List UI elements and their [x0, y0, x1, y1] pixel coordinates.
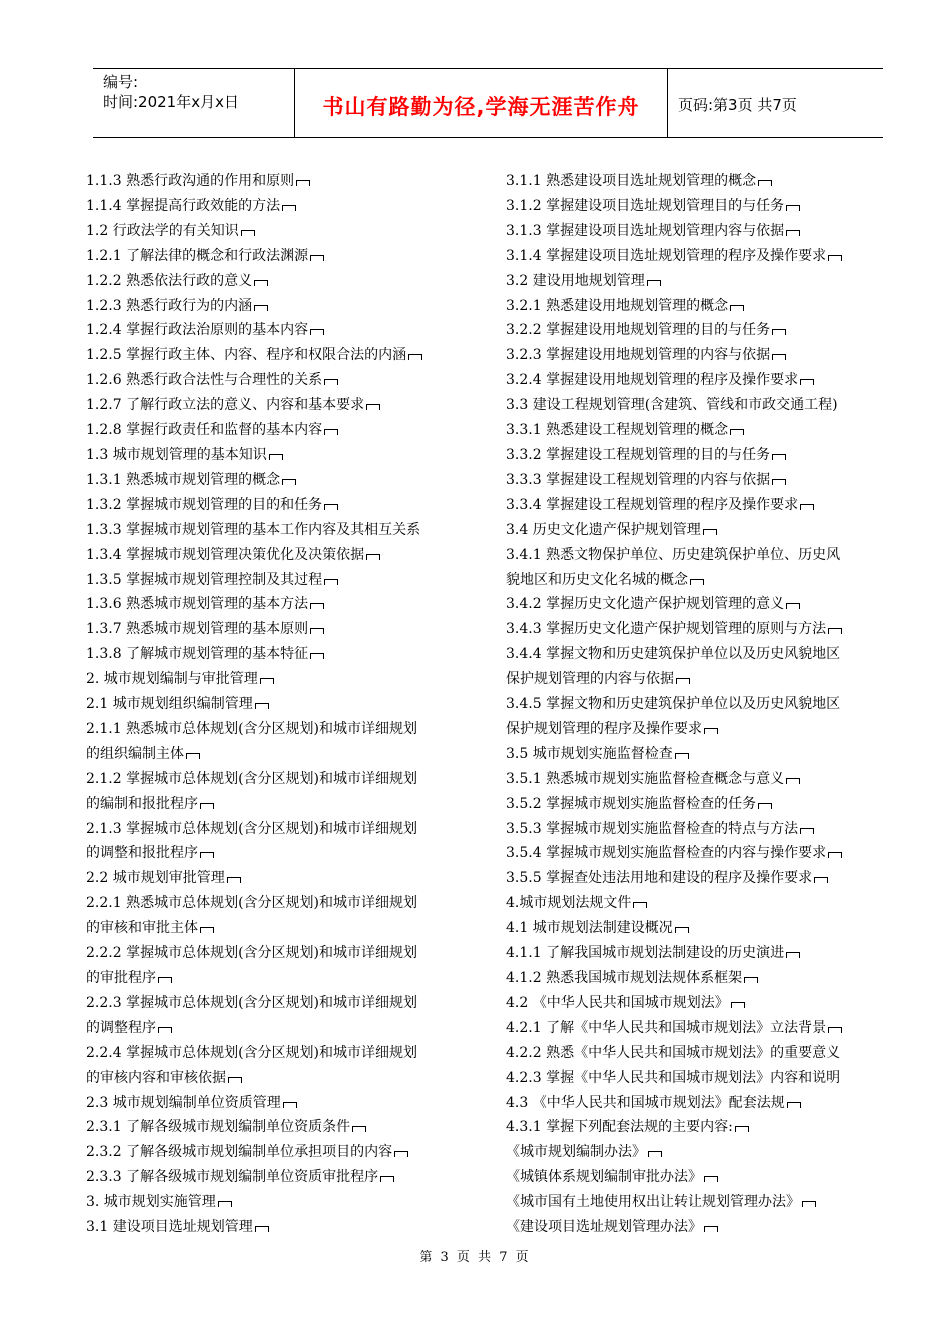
outline-line-text: 1.3.7 熟悉城市规划管理的基本原则 [86, 621, 309, 638]
outline-line [506, 642, 896, 667]
outline-line [506, 393, 896, 418]
outline-line [86, 966, 478, 991]
outline-line [86, 941, 478, 966]
paragraph-mark-icon [269, 454, 283, 460]
outline-line [506, 742, 896, 767]
outline-line [506, 891, 896, 916]
outline-line [506, 817, 896, 842]
outline-line-text: 4.3 《中华人民共和国城市规划法》配套法规 [506, 1094, 785, 1111]
outline-line [86, 692, 478, 717]
outline-line-text: 2.3 城市规划编制单位资质管理 [86, 1094, 281, 1111]
outline-line-text: 3.4.1 熟悉文物保护单位、历史建筑保护单位、历史风 [506, 546, 841, 563]
outline-line [506, 1041, 896, 1066]
outline-line [506, 1016, 896, 1041]
outline-line [86, 916, 478, 941]
outline-line-text: 3.5.3 掌握城市规划实施监督检查的特点与方法 [506, 820, 799, 837]
outline-line-text: 2.1.2 掌握城市总体规划(含分区规划)和城市详细规划 [86, 770, 417, 787]
outline-line [506, 318, 896, 343]
outline-line-text: 1.2 行政法学的有关知识 [86, 222, 239, 239]
outline-line [86, 717, 478, 742]
paragraph-mark-icon [730, 429, 744, 435]
paragraph-mark-icon [675, 927, 689, 933]
outline-line-text: 3.4.3 掌握历史文化遗产保护规划管理的原则与方法 [506, 621, 827, 638]
outline-line [506, 692, 896, 717]
outline-line-text: 的审批程序 [86, 970, 156, 986]
paragraph-mark-icon [324, 504, 338, 510]
outline-line [86, 443, 478, 468]
outline-line [506, 219, 896, 244]
paragraph-mark-icon [282, 205, 296, 211]
outline-line [506, 991, 896, 1016]
outline-line-text: 1.2.4 掌握行政法治原则的基本内容 [86, 322, 309, 339]
paragraph-mark-icon [648, 1151, 662, 1157]
document-number-label: 编号: [103, 73, 139, 91]
outline-line-text: 的调整和报批程序 [86, 845, 198, 862]
paragraph-mark-icon [772, 479, 786, 485]
outline-line-text: 1.2.3 熟悉行政行为的内涵 [86, 297, 253, 314]
outline-line [86, 169, 478, 194]
paragraph-mark-icon [758, 180, 772, 186]
paragraph-mark-icon [786, 230, 800, 236]
paragraph-mark-icon [828, 1027, 842, 1033]
paragraph-mark-icon [324, 379, 338, 385]
outline-line-text: 1.2.6 熟悉行政合法性与合理性的关系 [86, 372, 323, 389]
outline-line [506, 368, 896, 393]
outline-line-text: 1.2.7 了解行政立法的意义、内容和基本要求 [86, 397, 365, 414]
outline-line [506, 841, 896, 866]
outline-line [86, 1140, 478, 1165]
paragraph-mark-icon [772, 354, 786, 360]
paragraph-mark-icon [704, 1226, 718, 1232]
outline-line-text: 《城市国有土地使用权出让转让规划管理办法》 [506, 1194, 800, 1211]
outline-line [86, 269, 478, 294]
paragraph-mark-icon [260, 678, 274, 684]
outline-line [86, 891, 478, 916]
outline-line-text: 2. 城市规划编制与审批管理 [86, 671, 258, 688]
outline-line-text: 3.3 建设工程规划管理(含建筑、管线和市政交通工程) [506, 397, 838, 414]
outline-line [86, 642, 478, 667]
paragraph-mark-icon [800, 504, 814, 510]
paragraph-mark-icon [241, 230, 255, 236]
outline-line-text: 3.2.2 掌握建设用地规划管理的目的与任务 [506, 322, 771, 339]
page-header [93, 68, 883, 138]
document-time: 时间:2021年x月x日 [103, 93, 239, 111]
outline-line-text: 保护规划管理的程序及操作要求 [506, 720, 702, 737]
outline-line-text: 2.3.2 了解各级城市规划编制单位承担项目的内容 [86, 1144, 393, 1161]
outline-line-text: 3.1.2 掌握建设项目选址规划管理目的与任务 [506, 197, 785, 214]
outline-line-text: 1.1.4 掌握提高行政效能的方法 [86, 197, 281, 214]
outline-line [506, 269, 896, 294]
outline-right-column [506, 169, 896, 1240]
outline-line [86, 1066, 478, 1091]
outline-line-text: 3.2.3 掌握建设用地规划管理的内容与依据 [506, 347, 771, 364]
paragraph-mark-icon [647, 280, 661, 286]
outline-line-text: 3.2.4 掌握建设用地规划管理的程序及操作要求 [506, 372, 799, 389]
paragraph-mark-icon [200, 852, 214, 858]
outline-line [86, 667, 478, 692]
outline-line [506, 767, 896, 792]
paragraph-mark-icon [408, 354, 422, 360]
paragraph-mark-icon [675, 753, 689, 759]
outline-line [506, 592, 896, 617]
outline-line [506, 169, 896, 194]
outline-line-text: 2.2.3 掌握城市总体规划(含分区规划)和城市详细规划 [86, 994, 417, 1011]
outline-line [86, 1115, 478, 1140]
outline-line [86, 1041, 478, 1066]
paragraph-mark-icon [186, 753, 200, 759]
paragraph-mark-icon [787, 1102, 801, 1108]
outline-line [86, 468, 478, 493]
outline-line-text: 1.3.8 了解城市规划管理的基本特征 [86, 646, 309, 663]
outline-line-text: 3.1 建设项目选址规划管理 [86, 1219, 253, 1236]
outline-line-text: 3.4.4 掌握文物和历史建筑保护单位以及历史风貌地区 [506, 646, 841, 663]
outline-line [86, 817, 478, 842]
outline-line-text: 3.5.1 熟悉城市规划实施监督检查概念与意义 [506, 770, 785, 787]
outline-line-text: 《城市规划编制办法》 [506, 1144, 646, 1161]
paragraph-mark-icon [200, 803, 214, 809]
outline-line-text: 3.5 城市规划实施监督检查 [506, 745, 673, 762]
paragraph-mark-icon [676, 678, 690, 684]
paragraph-mark-icon [800, 828, 814, 834]
outline-line-text: 1.3.3 掌握城市规划管理的基本工作内容及其相互关系 [86, 521, 421, 538]
outline-line-text: 3.2.1 熟悉建设用地规划管理的概念 [506, 297, 729, 314]
outline-line [506, 244, 896, 269]
header-motto: 书山有路勤为径,学海无涯苦作舟 [322, 95, 640, 119]
header-motto-cell [295, 69, 668, 137]
paragraph-mark-icon [218, 1201, 232, 1207]
paragraph-mark-icon [228, 1077, 242, 1083]
paragraph-mark-icon [380, 1176, 394, 1182]
outline-line [86, 493, 478, 518]
paragraph-mark-icon [731, 1002, 745, 1008]
outline-line-text: 1.3.1 熟悉城市规划管理的概念 [86, 471, 281, 488]
outline-line-text: 1.2.5 掌握行政主体、内容、程序和权限合法的内涵 [86, 347, 407, 364]
outline-line-text: 3.3.2 掌握建设工程规划管理的目的与任务 [506, 446, 771, 463]
outline-line-text: 1.3 城市规划管理的基本知识 [86, 446, 267, 463]
paragraph-mark-icon [814, 877, 828, 883]
outline-line [86, 617, 478, 642]
outline-line-text: 1.2.8 掌握行政责任和监督的基本内容 [86, 422, 323, 439]
outline-line [86, 318, 478, 343]
paragraph-mark-icon [786, 952, 800, 958]
outline-line-text: 的编制和报批程序 [86, 795, 198, 812]
outline-line [506, 343, 896, 368]
outline-line-text: 1.2.2 熟悉依法行政的意义 [86, 272, 253, 289]
paragraph-mark-icon [786, 778, 800, 784]
outline-line [506, 941, 896, 966]
outline-line [506, 717, 896, 742]
paragraph-mark-icon [366, 404, 380, 410]
outline-line-text: 3. 城市规划实施管理 [86, 1194, 216, 1211]
outline-line-text: 的审核和审批主体 [86, 920, 198, 937]
outline-line [86, 343, 478, 368]
outline-line-text: 2.2.4 掌握城市总体规划(含分区规划)和城市详细规划 [86, 1044, 417, 1061]
outline-line-text: 1.3.6 熟悉城市规划管理的基本方法 [86, 596, 309, 613]
outline-line [86, 194, 478, 219]
paragraph-mark-icon [730, 305, 744, 311]
outline-line [86, 1215, 478, 1240]
outline-line-text: 2.2 城市规划审批管理 [86, 870, 225, 887]
outline-line-text: 貌地区和历史文化名城的概念 [506, 571, 688, 588]
paragraph-mark-icon [744, 977, 758, 983]
paragraph-mark-icon [282, 479, 296, 485]
outline-line-text: 的组织编制主体 [86, 745, 184, 762]
outline-line-text: 3.3.3 掌握建设工程规划管理的内容与依据 [506, 471, 771, 488]
paragraph-mark-icon [394, 1151, 408, 1157]
outline-line-text: 3.4.2 掌握历史文化遗产保护规划管理的意义 [506, 596, 785, 613]
paragraph-mark-icon [255, 703, 269, 709]
outline-line-text: 4.2.2 熟悉《中华人民共和国城市规划法》的重要意义 [506, 1044, 841, 1061]
outline-line-text: 3.4 历史文化遗产保护规划管理 [506, 521, 701, 538]
outline-line [86, 244, 478, 269]
outline-line [86, 219, 478, 244]
outline-line-text: 4.2.3 掌握《中华人民共和国城市规划法》内容和说明 [506, 1069, 841, 1086]
outline-line [86, 294, 478, 319]
paragraph-mark-icon [802, 1201, 816, 1207]
outline-line [86, 1091, 478, 1116]
outline-line-text: 1.3.4 掌握城市规划管理决策优化及决策依据 [86, 546, 365, 563]
outline-line [86, 368, 478, 393]
outline-line [506, 1091, 896, 1116]
paragraph-mark-icon [200, 927, 214, 933]
paragraph-mark-icon [772, 454, 786, 460]
outline-line-text: 2.3.3 了解各级城市规划编制单位资质审批程序 [86, 1169, 379, 1186]
outline-line [506, 468, 896, 493]
outline-line-text: 1.3.5 掌握城市规划管理控制及其过程 [86, 571, 323, 588]
paragraph-mark-icon [772, 329, 786, 335]
outline-line-text: 保护规划管理的内容与依据 [506, 671, 674, 688]
outline-line-text: 4.2.1 了解《中华人民共和国城市规划法》立法背景 [506, 1019, 827, 1036]
paragraph-mark-icon [366, 554, 380, 560]
paragraph-mark-icon [758, 803, 772, 809]
outline-line-text: 的审核内容和审核依据 [86, 1069, 226, 1086]
outline-line [506, 1140, 896, 1165]
outline-line [506, 294, 896, 319]
paragraph-mark-icon [310, 628, 324, 634]
header-page-code: 页码:第3页 共7页 [678, 96, 797, 114]
paragraph-mark-icon [296, 180, 310, 186]
outline-line [506, 493, 896, 518]
paragraph-mark-icon [704, 1176, 718, 1182]
outline-line [506, 518, 896, 543]
paragraph-mark-icon [324, 429, 338, 435]
paragraph-mark-icon [704, 728, 718, 734]
outline-line [86, 841, 478, 866]
paragraph-mark-icon [227, 877, 241, 883]
outline-line-text: 1.3.2 掌握城市规划管理的目的和任务 [86, 496, 323, 513]
outline-line-text: 3.2 建设用地规划管理 [506, 272, 645, 289]
outline-line [506, 916, 896, 941]
outline-line [506, 866, 896, 891]
outline-line [506, 194, 896, 219]
outline-left-column [86, 169, 478, 1240]
outline-line [506, 1165, 896, 1190]
paragraph-mark-icon [254, 305, 268, 311]
outline-line-text: 3.3.4 掌握建设工程规划管理的程序及操作要求 [506, 496, 799, 513]
outline-line [86, 393, 478, 418]
paragraph-mark-icon [310, 329, 324, 335]
outline-line-text: 3.5.4 掌握城市规划实施监督检查的内容与操作要求 [506, 845, 827, 862]
outline-line-text: 3.1.3 掌握建设项目选址规划管理内容与依据 [506, 222, 785, 239]
outline-line-text: 的调整程序 [86, 1019, 156, 1036]
paragraph-mark-icon [310, 255, 324, 261]
paragraph-mark-icon [324, 579, 338, 585]
outline-line [506, 568, 896, 593]
outline-line-text: 《城镇体系规划编制审批办法》 [506, 1169, 702, 1186]
outline-line [86, 1165, 478, 1190]
outline-line-text: 3.4.5 掌握文物和历史建筑保护单位以及历史风貌地区 [506, 696, 841, 713]
paragraph-mark-icon [786, 205, 800, 211]
outline-line [86, 543, 478, 568]
outline-line [506, 443, 896, 468]
paragraph-mark-icon [254, 280, 268, 286]
paragraph-mark-icon [310, 603, 324, 609]
paragraph-mark-icon [352, 1126, 366, 1132]
outline-line-text: 1.1.3 熟悉行政沟通的作用和原则 [86, 173, 295, 189]
paragraph-mark-icon [828, 628, 842, 634]
outline-line-text: 4.2 《中华人民共和国城市规划法》 [506, 994, 729, 1011]
outline-line [506, 1215, 896, 1240]
outline-line [86, 792, 478, 817]
paragraph-mark-icon [158, 977, 172, 983]
header-info-cell [93, 69, 295, 137]
outline-line [506, 966, 896, 991]
outline-line-text: 3.5.2 掌握城市规划实施监督检查的任务 [506, 795, 757, 812]
outline-line-text: 2.3.1 了解各级城市规划编制单位资质条件 [86, 1119, 351, 1136]
paragraph-mark-icon [633, 902, 647, 908]
paragraph-mark-icon [828, 255, 842, 261]
paragraph-mark-icon [283, 1102, 297, 1108]
outline-line-text: 2.2.1 熟悉城市总体规划(含分区规划)和城市详细规划 [86, 895, 417, 912]
outline-line [506, 418, 896, 443]
outline-line-text: 3.5.5 掌握查处违法用地和建设的程序及操作要求 [506, 870, 813, 887]
outline-line-text: 4.1.2 熟悉我国城市规划法规体系框架 [506, 970, 743, 986]
paragraph-mark-icon [158, 1027, 172, 1033]
outline-line [86, 991, 478, 1016]
outline-line-text: 2.1 城市规划组织编制管理 [86, 696, 253, 713]
outline-line [86, 1016, 478, 1041]
outline-line [86, 866, 478, 891]
outline-line-text: 1.2.1 了解法律的概念和行政法渊源 [86, 247, 309, 264]
outline-line-text: 3.1.1 熟悉建设项目选址规划管理的概念 [506, 173, 757, 189]
outline-line [86, 742, 478, 767]
outline-line [506, 617, 896, 642]
outline-line [86, 418, 478, 443]
paragraph-mark-icon [786, 603, 800, 609]
outline-line-text: 4.1 城市规划法制建设概况 [506, 920, 673, 937]
outline-line-text: 3.3.1 熟悉建设工程规划管理的概念 [506, 422, 729, 439]
outline-line [506, 1066, 896, 1091]
outline-line-text: 《建设项目选址规划管理办法》 [506, 1219, 702, 1236]
paragraph-mark-icon [255, 1226, 269, 1232]
outline-line [86, 767, 478, 792]
outline-line-text: 2.1.1 熟悉城市总体规划(含分区规划)和城市详细规划 [86, 720, 417, 737]
outline-line [506, 792, 896, 817]
outline-line [506, 1190, 896, 1215]
outline-line [506, 1115, 896, 1140]
header-page-cell [668, 69, 883, 137]
paragraph-mark-icon [703, 529, 717, 535]
paragraph-mark-icon [800, 379, 814, 385]
paragraph-mark-icon [310, 653, 324, 659]
outline-line [506, 543, 896, 568]
outline-line-text: 3.1.4 掌握建设项目选址规划管理的程序及操作要求 [506, 247, 827, 264]
paragraph-mark-icon [735, 1126, 749, 1132]
outline-line-text: 4.城市规划法规文件 [506, 895, 632, 912]
outline-line [86, 568, 478, 593]
outline-line [86, 592, 478, 617]
outline-line-text: 2.1.3 掌握城市总体规划(含分区规划)和城市详细规划 [86, 820, 417, 837]
page-footer: 第 3 页 共 7 页 [419, 1250, 531, 1265]
outline-line-text: 4.1.1 了解我国城市规划法制建设的历史演进 [506, 945, 785, 962]
paragraph-mark-icon [690, 579, 704, 585]
outline-line-text: 4.3.1 掌握下列配套法规的主要内容: [506, 1119, 733, 1136]
outline-line-text: 2.2.2 掌握城市总体规划(含分区规划)和城市详细规划 [86, 945, 417, 962]
paragraph-mark-icon [828, 852, 842, 858]
outline-line [86, 1190, 478, 1215]
outline-line [86, 518, 478, 543]
outline-line [506, 667, 896, 692]
